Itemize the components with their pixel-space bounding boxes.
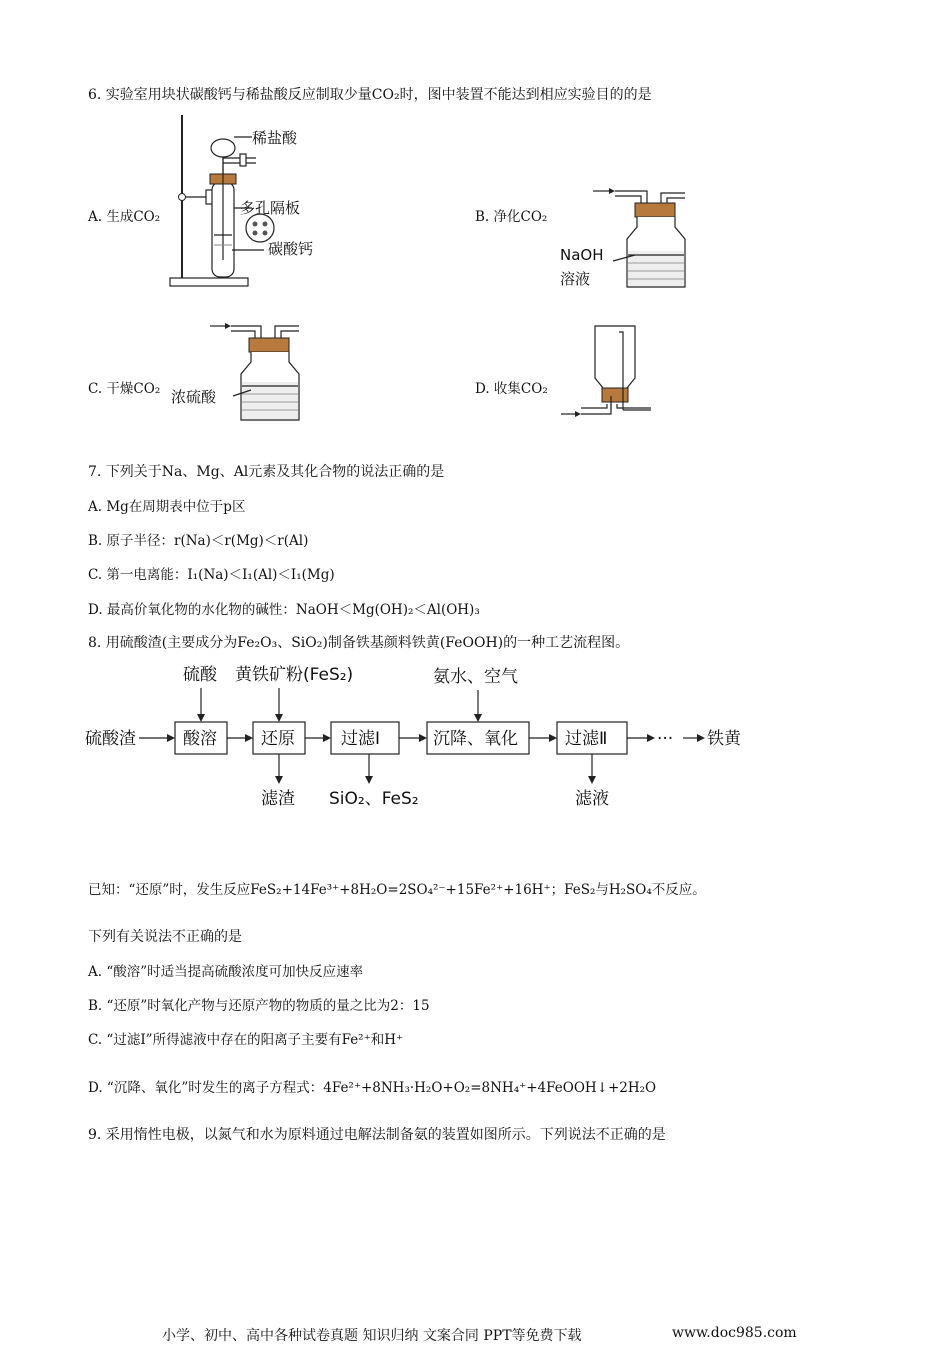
flow-out-solids: SiO₂、FeS₂: [329, 789, 419, 809]
label-caco3: 碳酸钙: [268, 240, 314, 258]
flow-step2: 还原: [261, 729, 295, 749]
q9-stem: 9. 采用惰性电极，以氮气和水为原料通过电解法制备氨的装置如图所示。下列说法不正确的是: [88, 1127, 666, 1143]
footer-promo: 小学、初中、高中各种试卷真题 知识归纳 文案合同 PPT等免费下载: [162, 1328, 582, 1344]
q8-ask: 下列有关说法不正确的是: [88, 929, 242, 945]
q7-option-a: A. Mg在周期表中位于p区: [88, 499, 246, 515]
flow-input: 硫酸渣: [85, 729, 136, 749]
flow-add-pyrite: 黄铁矿粉(FeS₂): [235, 665, 354, 685]
flow-step3: 过滤Ⅰ: [341, 729, 381, 749]
q6-option-a: A. 生成CO₂: [88, 209, 161, 225]
q7-option-c: C. 第一电离能：I₁(Na)＜I₁(Al)＜I₁(Mg): [88, 567, 335, 583]
label-solution: 溶液: [560, 270, 591, 288]
flow-dots: ···: [657, 729, 674, 749]
q8-option-d: D. “沉降、氧化”时发生的离子方程式：4Fe²⁺+8NH₃·H₂O+O₂=8NH₄⁺+4FeOOH↓+2H₂O: [88, 1080, 657, 1096]
q8-option-c: C. “过滤Ⅰ”所得滤液中存在的阳离子主要有Fe²⁺和H⁺: [88, 1032, 404, 1048]
apparatus-c-figure: [205, 316, 315, 426]
flow-out-residue: 滤渣: [261, 789, 295, 809]
flow-step5: 过滤Ⅱ: [565, 729, 608, 749]
label-naoh: NaOH: [560, 246, 604, 264]
q6-option-b: B. 净化CO₂: [475, 209, 548, 225]
flow-out-filtrate: 滤液: [575, 789, 609, 809]
q6-stem: 6. 实验室用块状碳酸钙与稀盐酸反应制取少量CO₂时，图中装置不能达到相应实验目的的是: [88, 87, 652, 103]
apparatus-b-figure: [585, 183, 695, 293]
q7-option-d: D. 最高价氧化物的水化物的碱性：NaOH＜Mg(OH)₂＜Al(OH)₃: [88, 602, 480, 618]
q8-option-b: B. “还原”时氧化产物与还原产物的物质的量之比为2：15: [88, 998, 430, 1014]
process-flow-diagram: [85, 660, 785, 810]
q6-option-d: D. 收集CO₂: [475, 381, 548, 397]
q8-option-a: A. “酸溶”时适当提高硫酸浓度可加快反应速率: [88, 964, 364, 980]
q8-known: 已知：“还原”时，发生反应FeS₂+14Fe³⁺+8H₂O=2SO₄²⁻+15Fe²⁺+16H⁺；FeS₂与H₂SO₄不反应。: [88, 882, 706, 898]
label-acid: 稀盐酸: [252, 129, 298, 147]
footer-url[interactable]: www.doc985.com: [672, 1325, 797, 1341]
flow-step1: 酸溶: [183, 729, 217, 749]
label-conc-h2so4: 浓硫酸: [171, 388, 217, 406]
flow-step4: 沉降、氧化: [433, 729, 518, 749]
q7-option-b: B. 原子半径：r(Na)＜r(Mg)＜r(Al): [88, 533, 309, 549]
flow-add-ammonia: 氨水、空气: [433, 667, 518, 687]
q7-stem: 7. 下列关于Na、Mg、Al元素及其化合物的说法正确的是: [88, 464, 445, 480]
q8-stem: 8. 用硫酸渣(主要成分为Fe₂O₃、SiO₂)制备铁基颜料铁黄(FeOOH)的一种工艺流程图。: [88, 635, 630, 651]
apparatus-d-figure: [555, 318, 665, 418]
flow-add-sulfuric: 硫酸: [183, 665, 217, 685]
label-porous-plate: 多孔隔板: [240, 199, 301, 217]
q6-option-c: C. 干燥CO₂: [88, 381, 161, 397]
flow-output: 铁黄: [707, 729, 741, 749]
